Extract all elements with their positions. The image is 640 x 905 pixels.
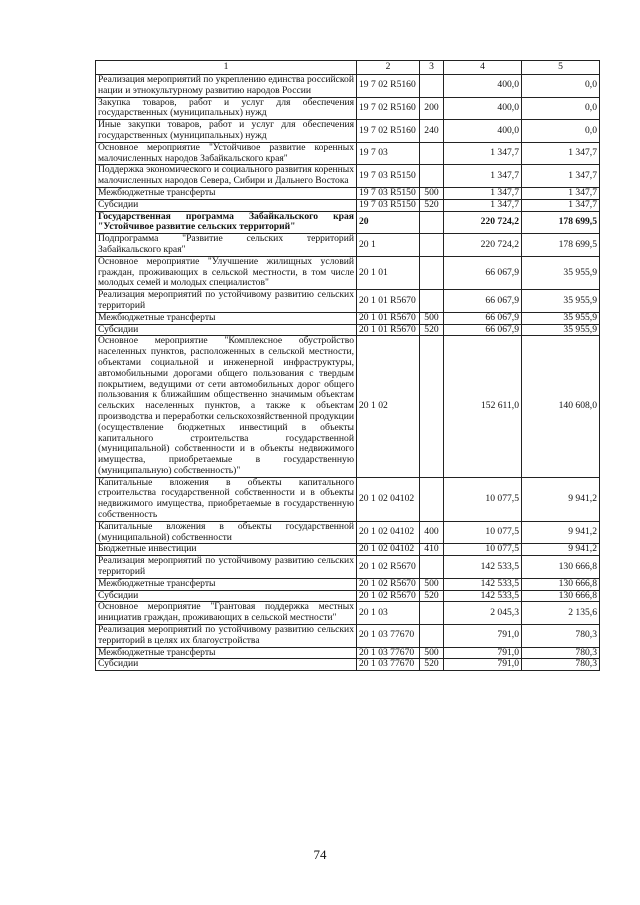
row-amount-year1-cell: 66 067,9 xyxy=(444,256,522,289)
row-amount-year2-cell: 9 941,2 xyxy=(522,477,600,521)
row-expense-type-cell: 520 xyxy=(420,199,444,211)
row-amount-year1-cell: 1 347,7 xyxy=(444,165,522,188)
row-amount-year2-cell: 140 608,0 xyxy=(522,336,600,477)
row-amount-year1-cell: 142 533,5 xyxy=(444,556,522,579)
row-amount-year2-cell: 130 666,8 xyxy=(522,590,600,602)
row-amount-year2-cell: 178 699,5 xyxy=(522,211,600,234)
row-code-cell: 20 1 03 77670 xyxy=(357,625,420,648)
row-amount-year2-cell: 35 955,9 xyxy=(522,324,600,336)
table-row xyxy=(96,142,600,165)
table-row xyxy=(96,312,600,324)
table-row xyxy=(96,165,600,188)
table-row xyxy=(96,187,600,199)
column-number: 1 xyxy=(96,61,357,75)
row-name-cell: Бюджетные инвестиции xyxy=(96,544,357,556)
row-expense-type-cell xyxy=(420,211,444,234)
row-amount-year1-cell: 10 077,5 xyxy=(444,544,522,556)
row-name-cell: Основное мероприятие "Грантовая поддержка местных инициатив граждан, проживающих в сельской местности" xyxy=(96,602,357,625)
row-amount-year2-cell: 35 955,9 xyxy=(522,312,600,324)
row-expense-type-cell: 520 xyxy=(420,590,444,602)
row-expense-type-cell: 240 xyxy=(420,120,444,143)
row-amount-year1-cell: 142 533,5 xyxy=(444,590,522,602)
row-code-cell: 20 1 02 R5670 xyxy=(357,578,420,590)
row-code-cell: 20 1 xyxy=(357,234,420,257)
row-expense-type-cell xyxy=(420,290,444,313)
row-amount-year2-cell: 35 955,9 xyxy=(522,256,600,289)
row-amount-year1-cell: 400,0 xyxy=(444,120,522,143)
row-code-cell: 20 1 02 xyxy=(357,336,420,477)
row-code-cell: 20 xyxy=(357,211,420,234)
row-code-cell: 20 1 03 77670 xyxy=(357,659,420,671)
page-number: 74 xyxy=(313,847,327,862)
row-expense-type-cell: 400 xyxy=(420,521,444,544)
row-name-cell: Межбюджетные трансферты xyxy=(96,578,357,590)
row-amount-year2-cell: 780,3 xyxy=(522,625,600,648)
row-name-cell: Реализация мероприятий по устойчивому развитию сельских территорий xyxy=(96,290,357,313)
row-name-cell: Капитальные вложения в объекты капитального строительства государственной собственности и в объекты недвижимого имущества, приобретаемые в государственную собственность xyxy=(96,477,357,521)
table-row xyxy=(96,211,600,234)
table-row xyxy=(96,97,600,120)
row-expense-type-cell xyxy=(420,336,444,477)
row-amount-year2-cell: 1 347,7 xyxy=(522,142,600,165)
row-expense-type-cell: 410 xyxy=(420,544,444,556)
row-amount-year2-cell: 35 955,9 xyxy=(522,290,600,313)
row-expense-type-cell xyxy=(420,602,444,625)
table-row xyxy=(96,647,600,659)
row-expense-type-cell xyxy=(420,477,444,521)
row-name-cell: Реализация мероприятий по устойчивому развитию сельских территорий в целях их благоустройства xyxy=(96,625,357,648)
row-amount-year2-cell: 780,3 xyxy=(522,647,600,659)
column-number-row xyxy=(96,61,600,75)
table-row xyxy=(96,290,600,313)
row-expense-type-cell xyxy=(420,256,444,289)
row-amount-year1-cell: 66 067,9 xyxy=(444,290,522,313)
row-code-cell: 19 7 03 R5150 xyxy=(357,187,420,199)
row-name-cell: Закупка товаров, работ и услуг для обеспечения государственных (муниципальных) нужд xyxy=(96,97,357,120)
table-row xyxy=(96,75,600,98)
column-number: 3 xyxy=(420,61,444,75)
row-amount-year2-cell: 0,0 xyxy=(522,97,600,120)
column-number: 2 xyxy=(357,61,420,75)
column-number: 5 xyxy=(522,61,600,75)
budget-table xyxy=(95,60,600,671)
row-expense-type-cell: 200 xyxy=(420,97,444,120)
row-amount-year2-cell: 9 941,2 xyxy=(522,544,600,556)
table-row xyxy=(96,556,600,579)
row-name-cell: Капитальные вложения в объекты государственной (муниципальной) собственности xyxy=(96,521,357,544)
row-name-cell: Основное мероприятие "Улучшение жилищных условий граждан, проживающих в сельской местности, в том числе молодых семей и молодых специалистов" xyxy=(96,256,357,289)
row-code-cell: 19 7 02 R5160 xyxy=(357,120,420,143)
row-code-cell: 19 7 03 xyxy=(357,142,420,165)
row-expense-type-cell xyxy=(420,142,444,165)
row-code-cell: 20 1 03 77670 xyxy=(357,647,420,659)
row-amount-year2-cell: 1 347,7 xyxy=(522,165,600,188)
row-name-cell: Межбюджетные трансферты xyxy=(96,187,357,199)
row-amount-year1-cell: 1 347,7 xyxy=(444,187,522,199)
row-amount-year2-cell: 2 135,6 xyxy=(522,602,600,625)
row-amount-year2-cell: 130 666,8 xyxy=(522,578,600,590)
row-amount-year1-cell: 400,0 xyxy=(444,75,522,98)
table-row xyxy=(96,625,600,648)
column-number: 4 xyxy=(444,61,522,75)
row-amount-year2-cell: 9 941,2 xyxy=(522,521,600,544)
row-name-cell: Субсидии xyxy=(96,590,357,602)
row-code-cell: 20 1 01 R5670 xyxy=(357,312,420,324)
row-expense-type-cell: 500 xyxy=(420,312,444,324)
row-code-cell: 19 7 02 R5160 xyxy=(357,97,420,120)
row-name-cell: Поддержка экономического и социального развития коренных малочисленных народов Севера, Сибири и Дальнего Востока xyxy=(96,165,357,188)
row-expense-type-cell xyxy=(420,165,444,188)
row-amount-year1-cell: 791,0 xyxy=(444,659,522,671)
row-code-cell: 19 7 03 R5150 xyxy=(357,165,420,188)
table-row xyxy=(96,602,600,625)
row-code-cell: 20 1 01 R5670 xyxy=(357,324,420,336)
row-amount-year1-cell: 2 045,3 xyxy=(444,602,522,625)
row-amount-year1-cell: 791,0 xyxy=(444,625,522,648)
row-name-cell: Межбюджетные трансферты xyxy=(96,312,357,324)
row-code-cell: 20 1 02 R5670 xyxy=(357,590,420,602)
row-name-cell: Государственная программа Забайкальского края "Устойчивое развитие сельских территорий" xyxy=(96,211,357,234)
row-name-cell: Иные закупки товаров, работ и услуг для обеспечения государственных (муниципальных) нужд xyxy=(96,120,357,143)
row-expense-type-cell xyxy=(420,234,444,257)
row-amount-year2-cell: 130 666,8 xyxy=(522,556,600,579)
row-amount-year2-cell: 0,0 xyxy=(522,75,600,98)
row-amount-year1-cell: 142 533,5 xyxy=(444,578,522,590)
row-code-cell: 19 7 03 R5150 xyxy=(357,199,420,211)
table-row xyxy=(96,578,600,590)
table-row xyxy=(96,590,600,602)
row-name-cell: Субсидии xyxy=(96,659,357,671)
row-amount-year1-cell: 10 077,5 xyxy=(444,477,522,521)
row-code-cell: 20 1 03 xyxy=(357,602,420,625)
table-row xyxy=(96,234,600,257)
row-code-cell: 19 7 02 R5160 xyxy=(357,75,420,98)
table-row xyxy=(96,659,600,671)
row-code-cell: 20 1 02 04102 xyxy=(357,477,420,521)
table-row xyxy=(96,544,600,556)
row-code-cell: 20 1 02 04102 xyxy=(357,521,420,544)
row-name-cell: Субсидии xyxy=(96,199,357,211)
row-expense-type-cell: 500 xyxy=(420,578,444,590)
table-row xyxy=(96,199,600,211)
row-amount-year2-cell: 1 347,7 xyxy=(522,199,600,211)
row-name-cell: Подпрограмма "Развитие сельских территорий Забайкальского края" xyxy=(96,234,357,257)
row-code-cell: 20 1 01 R5670 xyxy=(357,290,420,313)
table-row xyxy=(96,256,600,289)
row-amount-year1-cell: 220 724,2 xyxy=(444,211,522,234)
row-expense-type-cell xyxy=(420,625,444,648)
row-expense-type-cell: 520 xyxy=(420,324,444,336)
row-amount-year1-cell: 220 724,2 xyxy=(444,234,522,257)
row-amount-year1-cell: 66 067,9 xyxy=(444,312,522,324)
table-row xyxy=(96,120,600,143)
row-name-cell: Субсидии xyxy=(96,324,357,336)
row-expense-type-cell: 520 xyxy=(420,659,444,671)
row-code-cell: 20 1 01 xyxy=(357,256,420,289)
row-expense-type-cell: 500 xyxy=(420,187,444,199)
table-row xyxy=(96,477,600,521)
row-amount-year2-cell: 0,0 xyxy=(522,120,600,143)
row-amount-year2-cell: 780,3 xyxy=(522,659,600,671)
row-name-cell: Основное мероприятие "Комплексное обустройство населенных пунктов, расположенных в сельской местности, объектами социальной и инженерной инфраструктуры, автомобильными дорогами общего пользования с твердым покрытием, ведущими от сети автомобильных дорог общего пользования к ближайшим общественно значимым объектам сельских населенных пунктов, а также к объектам производства и переработки сельскохозяйственной продукции (осуществление бюджетных инвестиций в объекты капитального строительства государственной (муниципальной) собственности и в объекты недвижимого имущества, приобретаемые в государственную (муниципальную) собственность)" xyxy=(96,336,357,477)
row-amount-year1-cell: 1 347,7 xyxy=(444,142,522,165)
row-amount-year1-cell: 152 611,0 xyxy=(444,336,522,477)
row-amount-year1-cell: 1 347,7 xyxy=(444,199,522,211)
row-code-cell: 20 1 02 04102 xyxy=(357,544,420,556)
row-expense-type-cell: 500 xyxy=(420,647,444,659)
row-amount-year1-cell: 791,0 xyxy=(444,647,522,659)
row-amount-year2-cell: 1 347,7 xyxy=(522,187,600,199)
row-expense-type-cell xyxy=(420,75,444,98)
row-amount-year1-cell: 10 077,5 xyxy=(444,521,522,544)
table-body xyxy=(96,61,600,671)
row-code-cell: 20 1 02 R5670 xyxy=(357,556,420,579)
table-row xyxy=(96,324,600,336)
table-row xyxy=(96,521,600,544)
row-name-cell: Основное мероприятие "Устойчивое развитие коренных малочисленных народов Забайкальского края" xyxy=(96,142,357,165)
row-amount-year2-cell: 178 699,5 xyxy=(522,234,600,257)
row-amount-year1-cell: 400,0 xyxy=(444,97,522,120)
row-expense-type-cell xyxy=(420,556,444,579)
row-name-cell: Реализация мероприятий по устойчивому развитию сельских территорий xyxy=(96,556,357,579)
row-name-cell: Реализация мероприятий по укреплению единства российской нации и этнокультурному развитию народов России xyxy=(96,75,357,98)
row-amount-year1-cell: 66 067,9 xyxy=(444,324,522,336)
row-name-cell: Межбюджетные трансферты xyxy=(96,647,357,659)
table-row xyxy=(96,336,600,477)
